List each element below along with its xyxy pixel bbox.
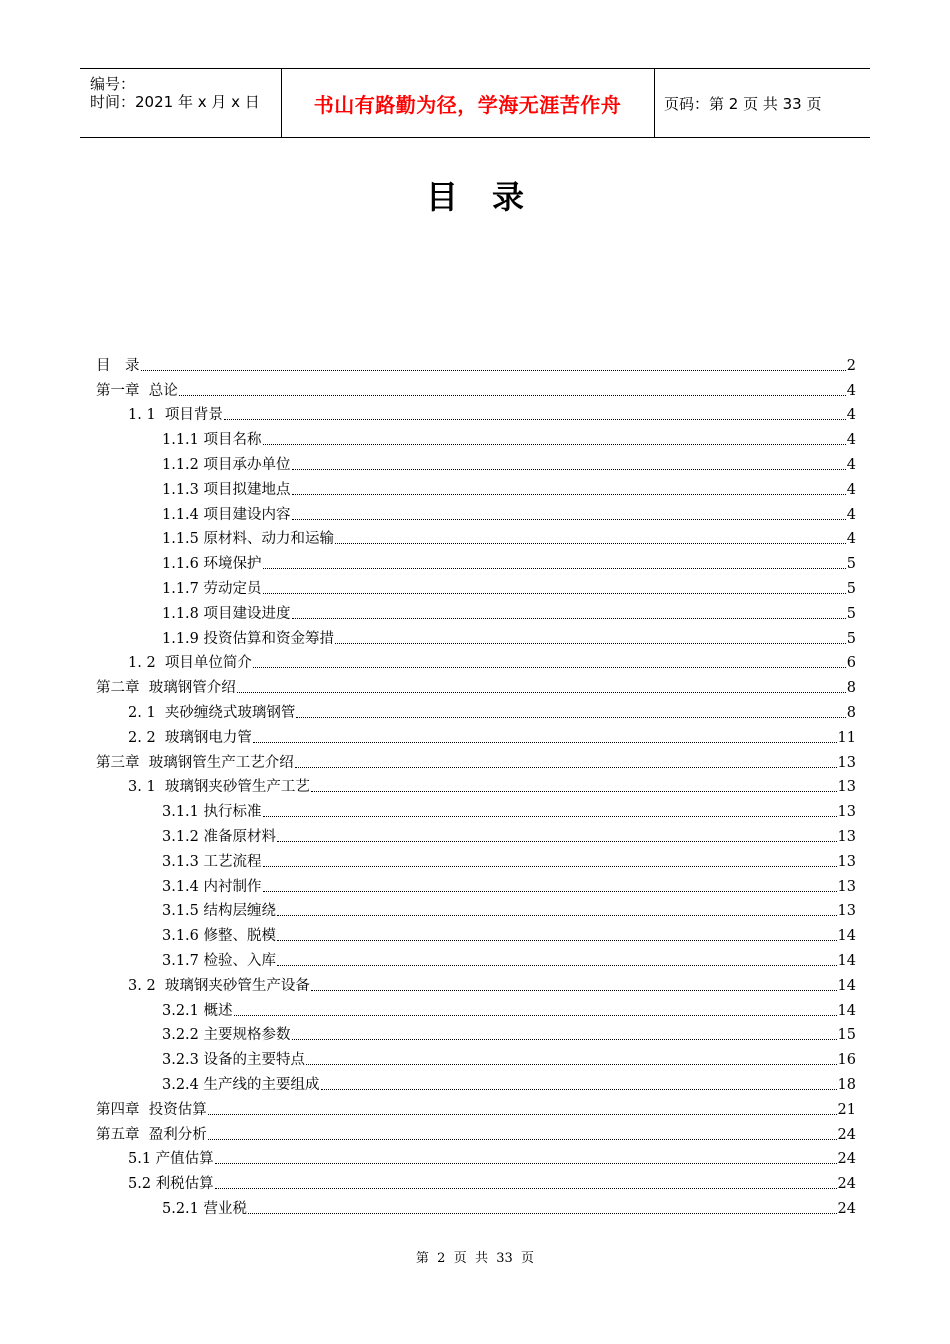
toc-entry-title: 3.2.1 概述	[162, 1002, 233, 1019]
toc-entry-title: 3.1.3 工艺流程	[162, 853, 262, 870]
toc-entry[interactable]	[96, 697, 856, 722]
toc-entry-page: 24	[837, 1151, 856, 1168]
toc-entry[interactable]	[96, 598, 856, 623]
toc-dot-leader	[237, 691, 846, 693]
toc-dot-leader	[292, 518, 846, 520]
toc-entry[interactable]	[96, 1044, 856, 1069]
toc-dot-leader	[311, 790, 837, 792]
toc-entry[interactable]	[96, 846, 856, 871]
toc-dot-leader	[263, 815, 837, 817]
page-info: 页码：第 2 页 共 33 页	[664, 94, 822, 113]
toc-entry-title: 1.1.8 项目建设进度	[162, 605, 291, 622]
toc-dot-leader	[306, 1063, 837, 1065]
page-title: 目录	[425, 178, 558, 216]
header-motto-cell	[281, 69, 655, 137]
toc-dot-leader	[335, 642, 846, 644]
toc-dot-leader	[292, 468, 846, 470]
toc-entry-page: 24	[837, 1176, 856, 1193]
toc-dot-leader	[277, 840, 837, 842]
toc-dot-leader	[234, 1014, 837, 1016]
toc-entry[interactable]	[96, 920, 856, 945]
toc-entry-page: 4	[846, 407, 856, 424]
toc-dot-leader	[253, 741, 837, 743]
table-of-contents	[96, 350, 856, 1218]
toc-entry-title: 3.1.6 修整、脱模	[162, 928, 277, 945]
toc-entry[interactable]	[96, 945, 856, 970]
toc-entry[interactable]	[96, 400, 856, 425]
toc-entry-page: 11	[837, 729, 856, 746]
toc-entry-title: 3.2.3 设备的主要特点	[162, 1052, 306, 1069]
toc-entry-title: 5.2.1 营业税	[162, 1200, 248, 1217]
toc-entry-page: 18	[837, 1076, 856, 1093]
toc-entry-title: 3.2.4 生产线的主要组成	[162, 1076, 320, 1093]
motto-text: 书山有路勤为径，学海无涯苦作舟	[313, 92, 622, 117]
toc-dot-leader	[179, 394, 846, 396]
toc-entry-page: 24	[837, 1200, 856, 1217]
toc-dot-leader	[335, 542, 846, 544]
toc-entry[interactable]	[96, 1144, 856, 1169]
toc-dot-leader	[263, 890, 837, 892]
toc-dot-leader	[296, 716, 845, 718]
toc-entry-page: 8	[846, 680, 856, 697]
toc-entry[interactable]	[96, 499, 856, 524]
toc-entry[interactable]	[96, 1168, 856, 1193]
toc-dot-leader	[292, 1038, 837, 1040]
toc-entry-page: 4	[846, 481, 856, 498]
toc-entry[interactable]	[96, 1069, 856, 1094]
toc-entry-title: 3.2.2 主要规格参数	[162, 1027, 291, 1044]
toc-entry-title: 1.1.9 投资估算和资金筹措	[162, 630, 335, 647]
toc-entry-title: 3.1.5 结构层缠绕	[162, 903, 277, 920]
toc-entry[interactable]	[96, 1193, 856, 1218]
toc-entry-page: 4	[846, 531, 856, 548]
toc-dot-leader	[277, 914, 837, 916]
toc-entry[interactable]	[96, 896, 856, 921]
toc-dot-leader	[292, 493, 846, 495]
toc-entry[interactable]	[96, 1094, 856, 1119]
toc-entry-page: 24	[837, 1126, 856, 1143]
toc-entry-page: 14	[837, 977, 856, 994]
toc-entry-page: 13	[837, 853, 856, 870]
toc-entry-page: 13	[837, 754, 856, 771]
toc-entry-page: 16	[837, 1052, 856, 1069]
toc-entry[interactable]	[96, 796, 856, 821]
toc-entry-title: 目 录	[96, 357, 140, 374]
toc-dot-leader	[224, 418, 846, 420]
toc-dot-leader	[208, 1113, 837, 1115]
toc-entry[interactable]	[96, 424, 856, 449]
toc-entry-page: 14	[837, 928, 856, 945]
footer-page-number: 第 2 页 共 33 页	[415, 1251, 535, 1266]
toc-entry-title: 1.1.7 劳动定员	[162, 580, 262, 597]
toc-dot-leader	[215, 1187, 837, 1189]
toc-entry[interactable]	[96, 573, 856, 598]
toc-entry[interactable]	[96, 623, 856, 648]
toc-dot-leader	[292, 617, 846, 619]
toc-dot-leader	[263, 592, 846, 594]
toc-entry-title: 1.1.1 项目名称	[162, 432, 262, 449]
toc-dot-leader	[263, 443, 846, 445]
toc-entry-page: 13	[837, 903, 856, 920]
toc-dot-leader	[321, 1088, 837, 1090]
toc-entry-page: 4	[846, 456, 856, 473]
toc-entry[interactable]	[96, 548, 856, 573]
document-header	[80, 68, 870, 138]
toc-entry-title: 1.1.3 项目拟建地点	[162, 481, 291, 498]
toc-dot-leader	[295, 766, 837, 768]
toc-dot-leader	[277, 939, 837, 941]
toc-entry[interactable]	[96, 747, 856, 772]
toc-entry-title: 3.1.4 内衬制作	[162, 878, 262, 895]
toc-entry[interactable]	[96, 772, 856, 797]
toc-entry[interactable]	[96, 970, 856, 995]
toc-entry[interactable]	[96, 871, 856, 896]
toc-entry-title: 1.1.5 原材料、动力和运输	[162, 531, 335, 548]
toc-entry-title: 2. 1 夹砂缠绕式玻璃钢管	[128, 704, 296, 721]
toc-entry-page: 6	[846, 655, 856, 672]
toc-entry-page: 8	[846, 704, 856, 721]
toc-dot-leader	[311, 989, 837, 991]
toc-entry-title: 第四章 投资估算	[96, 1101, 207, 1118]
toc-dot-leader	[248, 1212, 837, 1214]
time-label: 时间：2021 年 x 月 x 日	[90, 93, 260, 111]
toc-entry-title: 3.1.7 检验、入库	[162, 952, 277, 969]
toc-entry-title: 3.1.1 执行标准	[162, 804, 262, 821]
toc-entry-title: 第二章 玻璃钢管介绍	[96, 680, 236, 697]
toc-entry[interactable]	[96, 1119, 856, 1144]
toc-entry-title: 3. 2 玻璃钢夹砂管生产设备	[128, 977, 310, 994]
toc-entry[interactable]	[96, 821, 856, 846]
serial-label: 编号：	[90, 75, 136, 93]
toc-dot-leader	[277, 964, 837, 966]
toc-entry-page: 5	[846, 556, 856, 573]
toc-entry-page: 13	[837, 878, 856, 895]
toc-entry-title: 3.1.2 准备原材料	[162, 828, 277, 845]
toc-entry[interactable]	[96, 648, 856, 673]
toc-dot-leader	[215, 1162, 837, 1164]
toc-entry-title: 1. 1 项目背景	[128, 407, 223, 424]
toc-entry-title: 1.1.6 环境保护	[162, 556, 262, 573]
toc-entry-title: 第三章 玻璃钢管生产工艺介绍	[96, 754, 294, 771]
toc-entry-page: 4	[846, 506, 856, 523]
toc-entry-title: 2. 2 玻璃钢电力管	[128, 729, 252, 746]
toc-entry-title: 5.1 产值估算	[128, 1151, 214, 1168]
toc-entry[interactable]	[96, 474, 856, 499]
toc-entry-title: 第五章 盈利分析	[96, 1126, 207, 1143]
toc-entry[interactable]	[96, 672, 856, 697]
toc-entry-page: 13	[837, 779, 856, 796]
toc-entry-page: 14	[837, 952, 856, 969]
toc-entry[interactable]	[96, 995, 856, 1020]
toc-entry-page: 14	[837, 1002, 856, 1019]
toc-entry[interactable]	[96, 449, 856, 474]
toc-entry[interactable]	[96, 1020, 856, 1045]
toc-entry-title: 1.1.4 项目建设内容	[162, 506, 291, 523]
toc-entry-title: 5.2 利税估算	[128, 1176, 214, 1193]
toc-entry-page: 5	[846, 630, 856, 647]
toc-entry-page: 5	[846, 605, 856, 622]
toc-entry-page: 15	[837, 1027, 856, 1044]
page-footer	[0, 1247, 950, 1266]
toc-entry-title: 1. 2 项目单位简介	[128, 655, 252, 672]
toc-entry-page: 13	[837, 828, 856, 845]
toc-dot-leader	[263, 567, 846, 569]
header-page-cell	[654, 69, 870, 137]
toc-dot-leader	[208, 1138, 837, 1140]
header-meta-cell	[80, 69, 282, 137]
toc-entry-page: 4	[846, 432, 856, 449]
toc-entry-page: 2	[846, 357, 856, 374]
toc-dot-leader	[141, 369, 846, 371]
toc-dot-leader	[263, 865, 837, 867]
toc-entry[interactable]	[96, 722, 856, 747]
toc-entry-page: 4	[846, 382, 856, 399]
toc-entry-page: 21	[837, 1101, 856, 1118]
toc-entry-title: 第一章 总论	[96, 382, 178, 399]
toc-entry[interactable]	[96, 375, 856, 400]
toc-dot-leader	[253, 666, 846, 668]
toc-entry-title: 3. 1 玻璃钢夹砂管生产工艺	[128, 779, 310, 796]
toc-entry-page: 5	[846, 580, 856, 597]
toc-entry-title: 1.1.2 项目承办单位	[162, 456, 291, 473]
toc-entry-page: 13	[837, 804, 856, 821]
toc-entry[interactable]	[96, 524, 856, 549]
toc-entry[interactable]	[96, 350, 856, 375]
